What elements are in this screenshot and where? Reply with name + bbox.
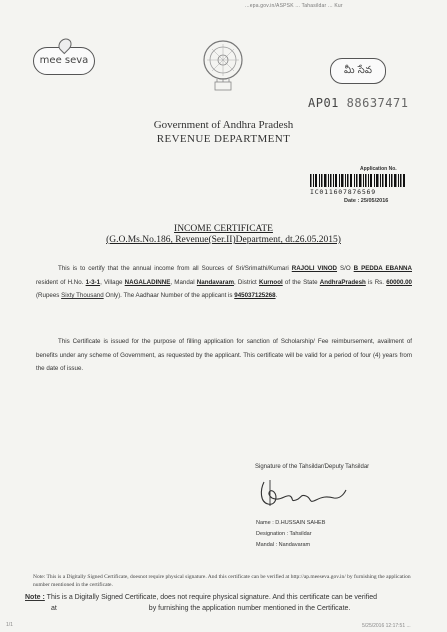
header-url-text: ...epa.gov.in/ASPSK ... Tahasildar ... Kur	[245, 3, 343, 9]
signatory-name: Name : D.HUSSAIN SAHEB	[256, 520, 326, 526]
mandal-name: Nandavaram	[196, 278, 234, 286]
note-label: Note :	[25, 594, 45, 601]
income-amount: 60000.00	[386, 278, 412, 286]
department-heading: REVENUE DEPARTMENT	[156, 133, 291, 145]
body-text: is Rs.	[365, 278, 387, 286]
body-text: , Village	[100, 278, 125, 286]
state-name: AndhraPradesh	[319, 278, 366, 286]
body-text: resident of H.No.	[36, 278, 86, 286]
serial-digits: 88637471	[346, 96, 409, 110]
signatory-mandal: Mandal : Nandavaram	[256, 542, 311, 548]
go-reference: (G.O.Ms.No.186, Revenue(Ser.II)Department, dt.26.05.2015)	[106, 235, 341, 245]
page-number: 1/1	[6, 622, 13, 628]
certificate-purpose: This Certificate is issued for the purpose of filling application for sanction of Scholarship/ Fee reimbursement, availment of benefits under any scheme of Government, as requested by the applicant. This certificate will be valid for a period of four (4) years from the date of issue.	[36, 338, 412, 372]
body-text: of the State	[282, 278, 320, 286]
mee-seva-telugu-logo: మీ సేవ	[330, 58, 386, 84]
certificate-title: INCOME CERTIFICATE	[174, 224, 273, 234]
signatory-designation: Designation : Tahsildar	[256, 531, 312, 537]
print-timestamp: 5/25/2016 12:17:51 ...	[362, 623, 411, 629]
digital-signature-note-small: Note: This is a Digitally Signed Certificate, doesnot require physical signature. And this certificate can be verified at http://ap.meeseva.gov.in/ by furnishing the application number mentioned in the certificate.	[33, 574, 411, 588]
application-number: IC011607876569	[310, 188, 376, 196]
certificate-body	[36, 262, 412, 303]
body-text: , Mandal	[170, 278, 197, 286]
note-at: at	[51, 605, 57, 612]
father-name: B PEDDA EBANNA	[353, 265, 412, 272]
body-text: , District	[233, 278, 259, 286]
mee-seva-logo-text: mee seva	[39, 55, 89, 66]
district-name: Kurnool	[258, 278, 283, 286]
digital-signature-note	[25, 592, 435, 614]
note-line-2: by furnishing the application number mentioned in the Certificate.	[148, 605, 351, 612]
body-text: This is to certify that the annual income from all Sources of Sri/Srimathi/Kumari	[58, 265, 292, 272]
issue-date: Date : 25/05/2016	[344, 198, 389, 204]
body-text: S/O	[337, 265, 354, 272]
body-text: (Rupees	[36, 292, 62, 299]
aadhaar-number: 945037125268	[234, 292, 276, 299]
applicant-name: RAJOLI VINOD	[291, 265, 338, 272]
serial-prefix: AP01	[308, 96, 339, 110]
serial-number	[308, 96, 408, 110]
mee-seva-logo	[33, 47, 95, 75]
barcode-icon	[310, 174, 406, 187]
leaf-icon	[56, 36, 74, 54]
body-text: Only). The Aadhaar Number of the applicant is	[103, 292, 235, 299]
body-text: .	[275, 292, 278, 299]
note-line-1: This is a Digitally Signed Certificate, does not require physical signature. And this certificate can be verified	[44, 594, 377, 601]
application-number-label: Application No.	[360, 166, 397, 172]
house-number: 1-3-1	[85, 278, 101, 286]
government-heading: Government of Andhra Pradesh	[153, 119, 294, 131]
income-amount-words: Sixty Thousand	[61, 292, 104, 299]
signature-title: Signature of the Tahsildar/Deputy Tahsildar	[255, 464, 370, 470]
village-name: NAGALADINNE	[124, 278, 171, 286]
handwritten-signature	[256, 478, 352, 510]
state-emblem-icon	[200, 36, 246, 98]
